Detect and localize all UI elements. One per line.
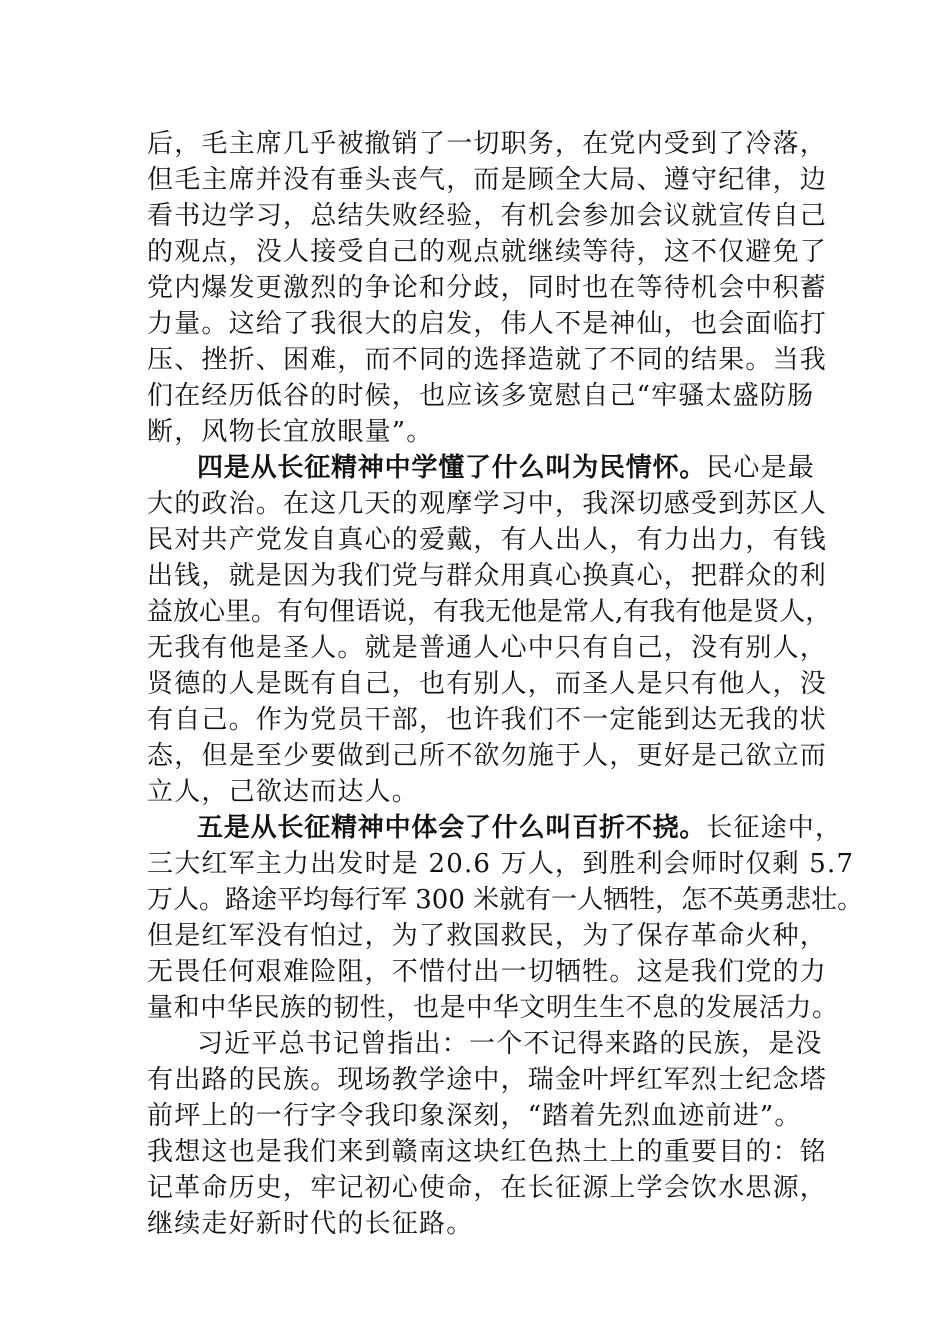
paragraph-heading-line [197,810,843,846]
text-line: 民对共产党发自真心的爱戴，有人出人，有力出力，有钱 [147,525,828,555]
text-line: 贤德的人是既有自己，也有别人，而圣人是只有他人，没 [147,669,828,699]
text-line: 但毛主席并没有垂头丧气，而是顾全大局、遵守纪律，边 [147,165,828,195]
text-line: 党内爆发更激烈的争论和分歧，同时也在等待机会中积蓄 [147,273,828,303]
text-line: 益放心里。有句俚语说，有我无他是常人,有我有他是贤人， [147,597,832,627]
text-line: 继续走好新时代的长征路。 [147,1209,474,1239]
text-line: 有出路的民族。现场教学途中，瑞金叶坪红军烈士纪念塔 [147,1065,828,1095]
text-line: 我想这也是我们来到赣南这块红色热土上的重要目的：铭 [147,1137,828,1167]
paragraph-heading: 四是从长征精神中学懂了什么叫为民情怀。 [197,453,707,483]
text-line: 立人，己欲达而达人。 [147,777,420,807]
text-segment: 民心是最 [706,453,816,483]
text-line: 有自己。作为党员干部，也许我们不一定能到达无我的状 [147,705,828,735]
text-line: 们在经历低谷的时候，也应该多宽慰自己“牢骚太盛防肠 [147,381,815,411]
text-line: 习近平总书记曾指出：一个不记得来路的民族，是没 [197,1029,823,1059]
paragraph-heading: 五是从长征精神中体会了什么叫百折不挠。 [197,813,707,843]
text-line: 态，但是至少要做到己所不欲勿施于人，更好是己欲立而 [147,741,828,771]
text-line: 无畏任何艰难险阻，不惜付出一切牺牲。这是我们党的力 [147,957,828,987]
text-line: 大的政治。在这几天的观摩学习中，我深切感受到苏区人 [147,489,828,519]
text-line: 出钱，就是因为我们党与群众用真心换真心，把群众的利 [147,561,828,591]
text-line: 断，风物长宜放眼量”。 [147,417,434,447]
text-line: 看书边学习，总结失败经验，有机会参加会议就宣传自己 [147,201,828,231]
text-line: 的观点，没人接受自己的观点就继续等待，这不仅避免了 [147,237,828,267]
text-line: 压、挫折、困难，而不同的选择造就了不同的结果。当我 [147,345,828,375]
text-segment: 长征途中， [706,813,843,843]
text-line: 三大红军主力出发时是 20.6 万人，到胜利会师时仅剩 5.7 [147,849,855,879]
text-line: 万人。路途平均每行军 300 米就有一人牺牲，怎不英勇悲壮。 [147,885,864,915]
paragraph-heading-line [197,450,827,486]
text-line: 记革命历史，牢记初心使命，在长征源上学会饮水思源， [147,1173,828,1203]
text-line: 但是红军没有怕过，为了救国救民，为了保存革命火种， [147,921,828,951]
text-line: 后，毛主席几乎被撤销了一切职务，在党内受到了冷落， [147,129,828,159]
text-line: 力量。这给了我很大的启发，伟人不是神仙，也会面临打 [147,309,828,339]
text-line: 量和中华民族的韧性，也是中华文明生生不息的发展活力。 [147,993,839,1023]
text-line: 无我有他是圣人。就是普通人心中只有自己，没有别人， [147,633,828,663]
text-line: 前坪上的一行字令我印象深刻，“踏着先烈血迹前进”。 [147,1101,802,1131]
